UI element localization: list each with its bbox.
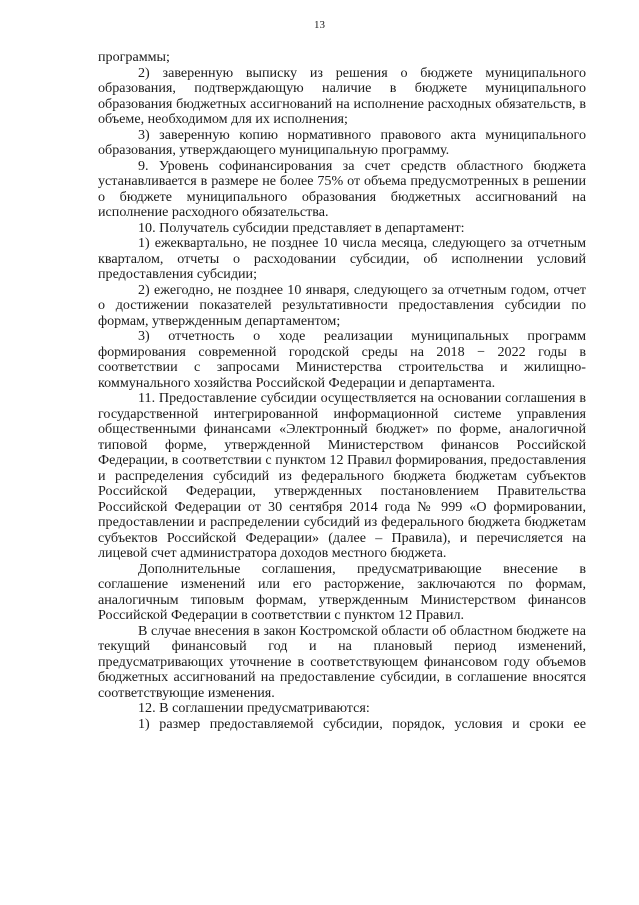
paragraph: 1) ежеквартально, не позднее 10 числа месяца, следующего за отчетным кварталом, отчеты о расходовании субсидии, об исполнении условий предоставления субсидии;: [98, 235, 586, 282]
paragraph: 3) отчетность о ходе реализации муниципальных программ формирования современной городской среды на 2018 − 2022 годы в соответствии с запросами Министерства строительства и жилищно-коммунального хозяйства Российской Федерации и департамента.: [98, 328, 586, 391]
paragraph: 12. В соглашении предусматриваются:: [138, 700, 370, 716]
paragraph: 9. Уровень софинансирования за счет средств областного бюджета устанавливается в размере не более 75% от объема предусмотренных в решении о бюджете муниципального образования бюджетных ассигнований на исполнение расходного обязательства.: [98, 157, 586, 220]
paragraph: программы;: [98, 49, 170, 65]
paragraph: 3) заверенную копию нормативного правового акта муниципального образования, утверждающего муниципальную программу.: [98, 126, 586, 158]
paragraph: 2) ежегодно, не позднее 10 января, следующего за отчетным годом, отчет о достижении показателей результативности предоставления субсидии по формам, утвержденным департаментом;: [98, 281, 586, 329]
page-number: 13: [314, 19, 325, 31]
paragraph: 2) заверенную выписку из решения о бюджете муниципального образования, подтверждающую наличие в бюджете муниципального образования бюджетных ассигнований на исполнение расходных обязательств, в объеме, необходимом для их исполнения;: [98, 64, 586, 127]
paragraph: В случае внесения в закон Костромской области об областном бюджете на текущий финансовый год и на плановый период изменений, предусматривающих уточнение в соответствующем финансовом году объемов бюджетных ассигнований на предоставление субсидии, в соглашение вносятся соответствующие изменения.: [98, 622, 586, 701]
paragraph: 1) размер предоставляемой субсидии, порядок, условия и сроки ее: [138, 715, 586, 732]
document-body: [98, 50, 586, 732]
paragraph: Дополнительные соглашения, предусматривающие внесение в соглашение изменений или его расторжение, заключаются по формам, аналогичным типовым формам, утвержденным Министерством финансов Российской Федерации в соответствии с пунктом 12 Правил.: [98, 560, 586, 623]
paragraph: 11. Предоставление субсидии осуществляется на основании соглашения в государственной интегрированной информационной системе управления общественными финансами «Электронный бюджет» по форме, аналогичной типовой форме, утвержденной Министерством финансов Российской Федерации, в соответствии с пунктом 12 Правил формирования, предоставления и распределения субсидий из федерального бюджета бюджетам субъектов Российской Федерации, утвержденных постановлением Правительства Российской Федерации от 30 сентября 2014 года № 999 «О формировании, предоставлении и распределении субсидий из федерального бюджета бюджетам субъектов Российской Федерации» (далее – Правила), и перечисляется на лицевой счет администратора доходов местного бюджета.: [98, 390, 586, 561]
paragraph: 10. Получатель субсидии представляет в департамент:: [138, 219, 465, 236]
